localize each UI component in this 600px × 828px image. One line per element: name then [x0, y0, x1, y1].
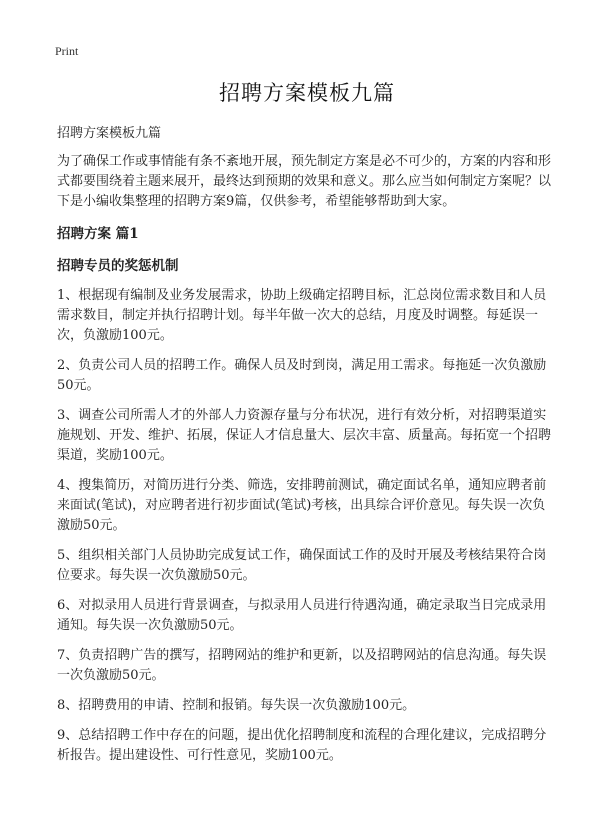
page-title: 招聘方案模板九篇	[219, 81, 395, 105]
list-item: 9、总结招聘工作中存在的问题，提出优化招聘制度和流程的合理化建议，完成招聘分析报告。提出建设性、可行性意见，奖励100元。	[57, 728, 547, 763]
list-item: 2、负责公司人员的招聘工作。确保人员及时到岗，满足用工需求。每拖延一次负激励50元。	[57, 358, 547, 393]
list-item: 8、招聘费用的申请、控制和报销。每失误一次负激励100元。	[57, 698, 416, 713]
list-item: 6、对拟录用人员进行背景调查，与拟录用人员进行待遇沟通，确定录取当日完成录用通知。每失误一次负激励50元。	[57, 598, 547, 633]
intro-paragraph: 为了确保工作或事情能有条不紊地开展，预先制定方案是必不可少的，方案的内容和形式都要围绕着主题来展开，最终达到预期的效果和意义。那么应当如何制定方案呢？以下是小编收集整理的招聘方案9篇，仅供参考，希望能够帮助到大家。	[57, 154, 552, 209]
list-item: 3、调查公司所需人才的外部人力资源存量与分布状况，进行有效分析，对招聘渠道实施规划、开发、维护、拓展，保证人才信息量大、层次丰富、质量高。每拓宽一个招聘渠道，奖励100元。	[57, 408, 552, 463]
list-item: 1、根据现有编制及业务发展需求，协助上级确定招聘目标，汇总岗位需求数目和人员需求数目，制定并执行招聘计划。每半年做一次大的总结，月度及时调整。每延误一次，负激励100元。	[57, 288, 547, 343]
document-subtitle: 招聘方案模板九篇	[57, 126, 162, 141]
list-item: 5、组织相关部门人员协助完成复试工作，确保面试工作的及时开展及考核结果符合岗位要求。每失误一次负激励50元。	[57, 548, 547, 583]
print-link[interactable]: Print	[55, 44, 79, 58]
section-title: 招聘方案 篇1	[57, 226, 139, 242]
list-item: 4、搜集简历，对简历进行分类、筛选，安排聘前测试，确定面试名单，通知应聘者前来面试(笔试)，对应聘者进行初步面试(笔试)考核，出具综合评价意见。每失误一次负激励50元。	[57, 478, 547, 533]
document-body	[57, 78, 557, 776]
list-item: 7、负责招聘广告的撰写，招聘网站的维护和更新，以及招聘网站的信息沟通。每失误一次负激励50元。	[57, 648, 547, 683]
section-subheading: 招聘专员的奖惩机制	[57, 258, 179, 274]
